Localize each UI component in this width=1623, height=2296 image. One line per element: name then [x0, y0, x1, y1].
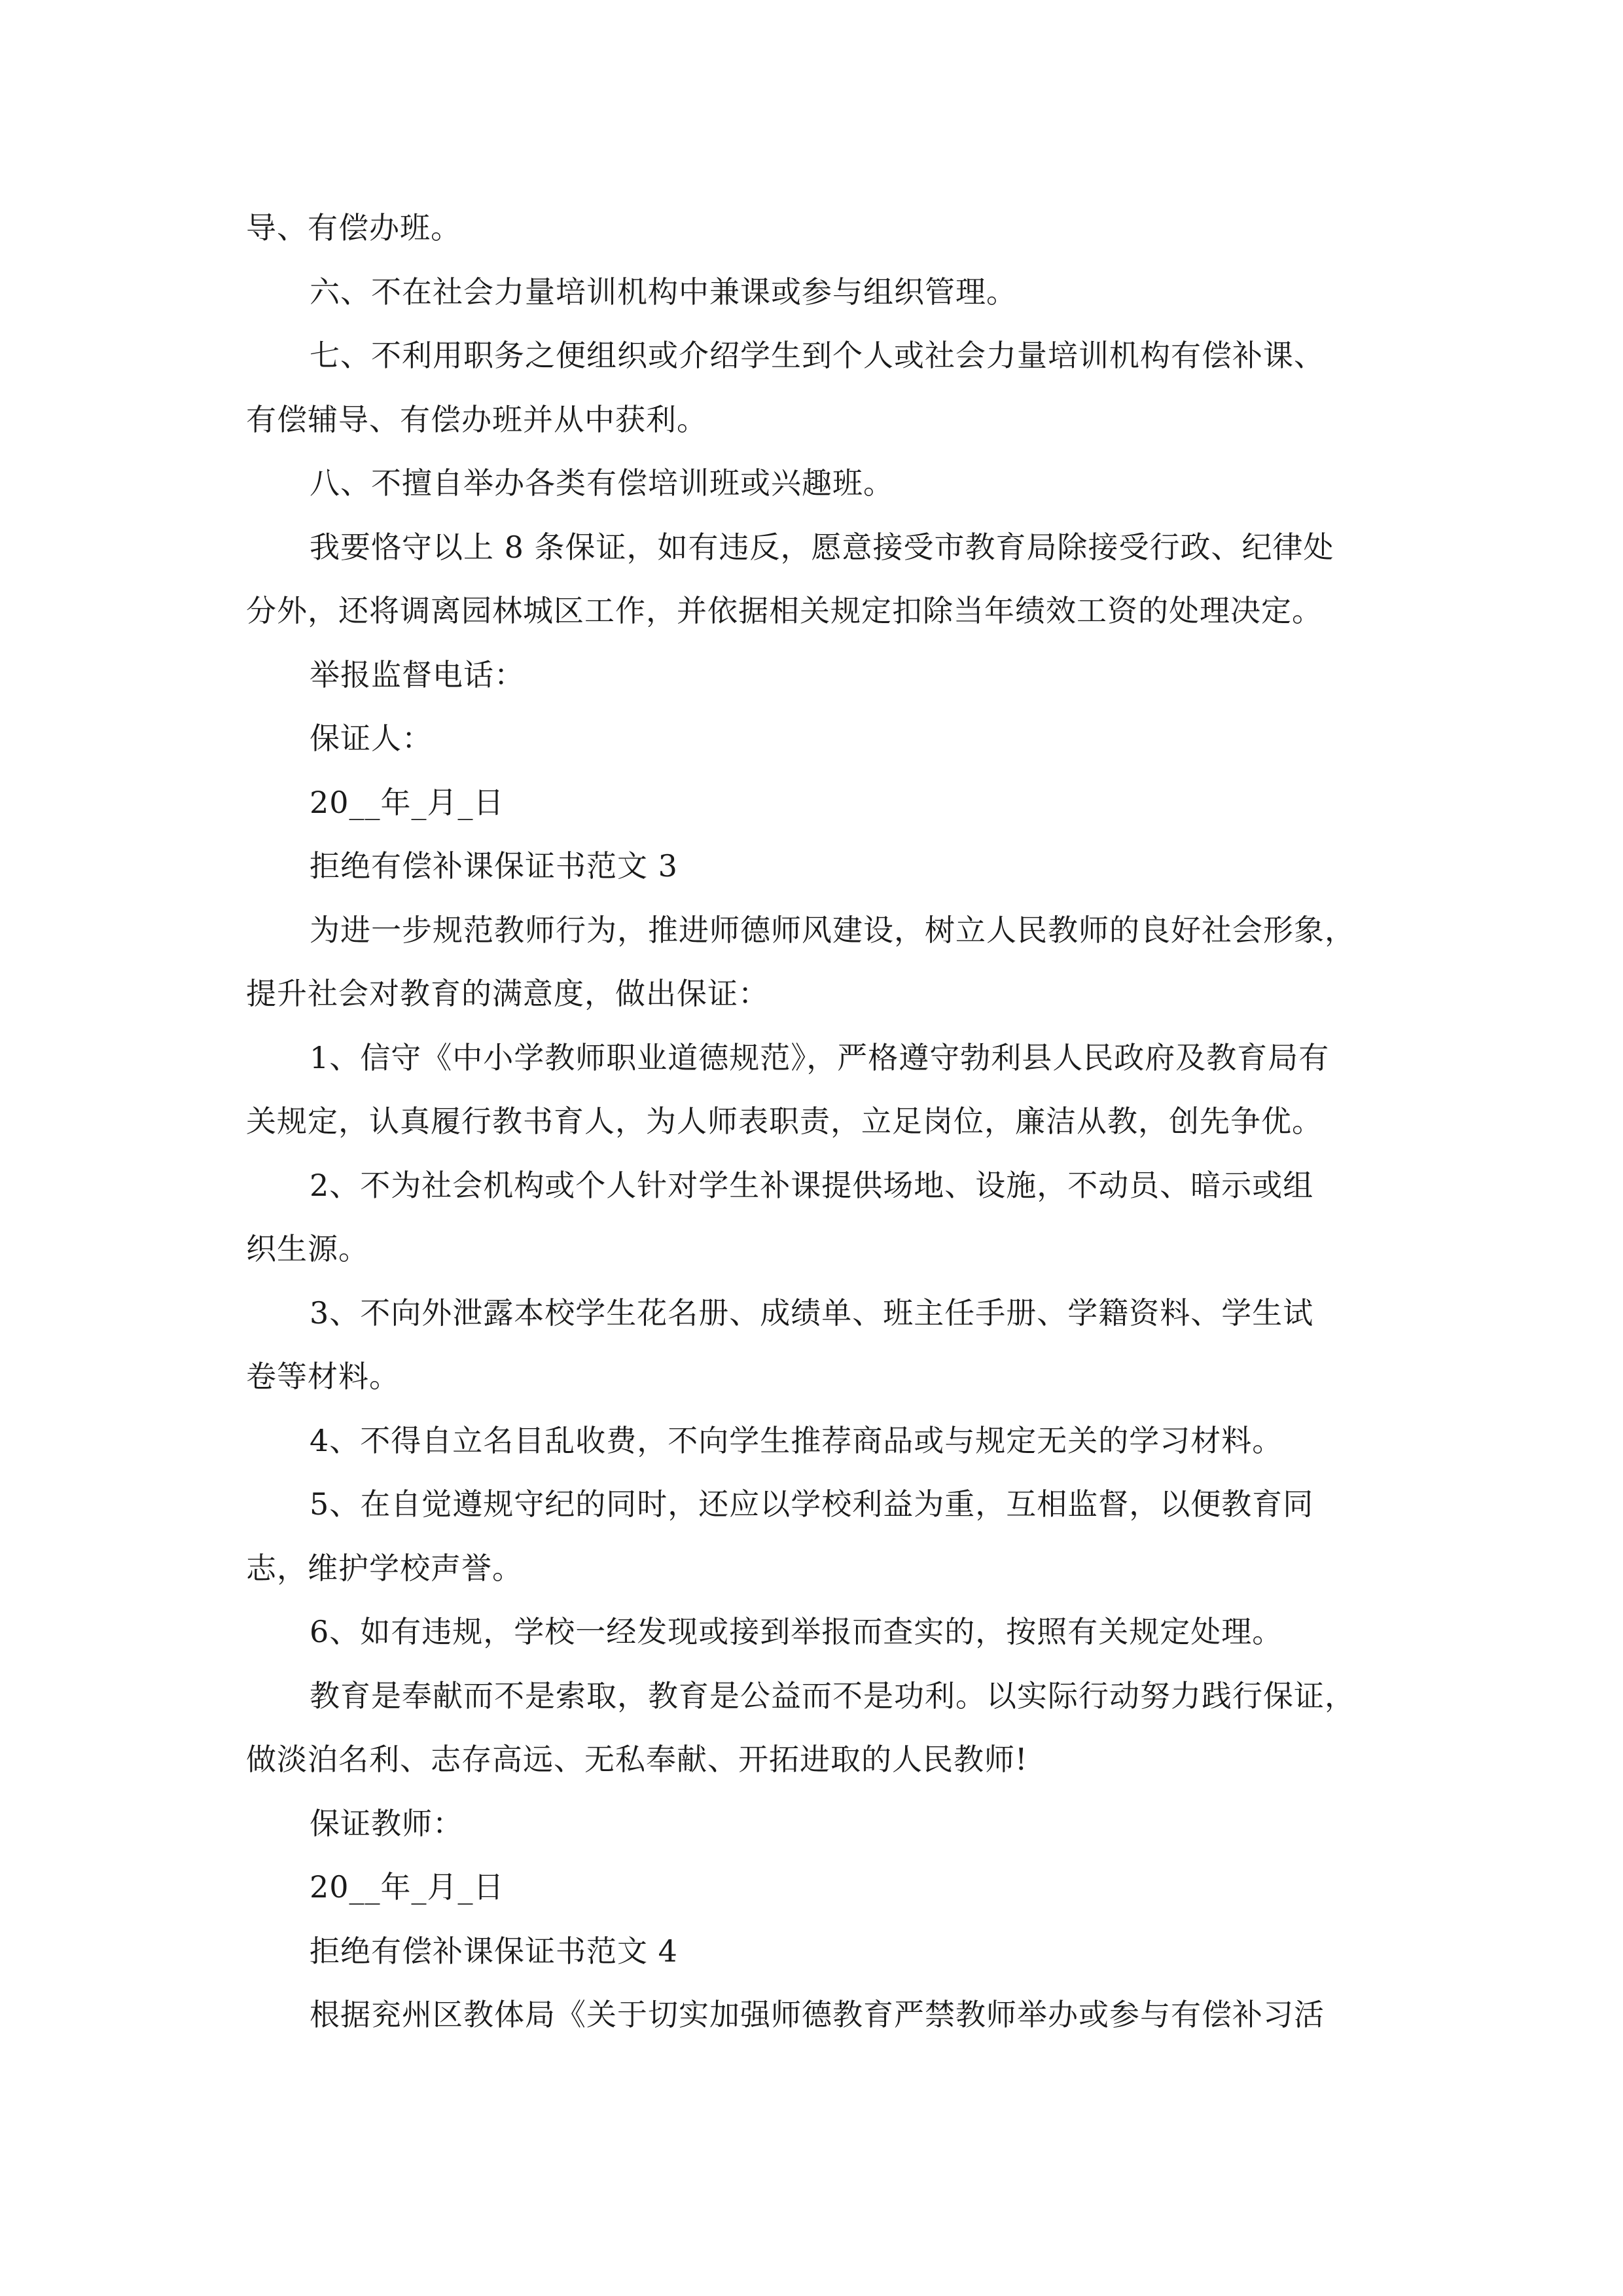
- text-line: 4、不得自立名目乱收费，不向学生推荐商品或与规定无关的学习材料。: [310, 1422, 1283, 1458]
- text-line: 6、如有违规，学校一经发现或接到举报而查实的，按照有关规定处理。: [310, 1614, 1283, 1649]
- text-line: 我要恪守以上 8 条保证，如有违反，愿意接受市教育局除接受行政、纪律处: [310, 529, 1334, 565]
- date-line: 20__年_月_日: [310, 1869, 505, 1905]
- text-line: 2、不为社会机构或个人针对学生补课提供场地、设施，不动员、暗示或组: [310, 1167, 1314, 1203]
- document-body: [246, 196, 1377, 2047]
- text-line: 关规定，认真履行教书育人，为人师表职责，立足岗位，廉洁从教，创先争优。: [246, 1103, 1323, 1139]
- text-line: 卷等材料。: [246, 1359, 400, 1394]
- date-line: 20__年_月_日: [310, 784, 505, 820]
- text-line: 保证教师：: [310, 1805, 463, 1841]
- text-line: 1、信守《中小学教师职业道德规范》，严格遵守勃利县人民政府及教育局有: [310, 1039, 1330, 1075]
- text-line: 提升社会对教育的满意度，做出保证：: [246, 976, 769, 1011]
- text-line: 3、不向外泄露本校学生花名册、成绩单、班主任手册、学籍资料、学生试: [310, 1295, 1314, 1331]
- text-line: 织生源。: [246, 1231, 369, 1266]
- text-line: 5、在自觉遵规守纪的同时，还应以学校利益为重，互相监督，以便教育同: [310, 1486, 1314, 1522]
- text-line: 七、不利用职务之便组织或介绍学生到个人或社会力量培训机构有偿补课、: [310, 338, 1325, 373]
- text-line: 做淡泊名利、志存高远、无私奉献、开拓进取的人民教师!: [246, 1742, 1028, 1777]
- text-line: 保证人：: [310, 721, 433, 756]
- text-line: 根据兖州区教体局《关于切实加强师德教育严禁教师举办或参与有偿补习活: [310, 1997, 1325, 2032]
- section-heading: 拒绝有偿补课保证书范文 3: [310, 848, 678, 884]
- text-line: 分外，还将调离园林城区工作，并依据相关规定扣除当年绩效工资的处理决定。: [246, 593, 1323, 628]
- text-line: 八、不擅自举办各类有偿培训班或兴趣班。: [310, 465, 894, 501]
- text-line: 志，维护学校声誉。: [246, 1550, 523, 1586]
- text-line: 有偿辅导、有偿办班并从中获利。: [246, 401, 707, 437]
- section-heading: 拒绝有偿补课保证书范文 4: [310, 1933, 678, 1969]
- text-line: 六、不在社会力量培训机构中兼课或参与组织管理。: [310, 274, 1017, 310]
- text-line: 导、有偿办班。: [246, 210, 461, 245]
- text-line: 教育是奉献而不是索取，教育是公益而不是功利。以实际行动努力践行保证，: [310, 1677, 1355, 1713]
- text-line: 举报监督电话：: [310, 656, 525, 692]
- text-line: 为进一步规范教师行为，推进师德师风建设，树立人民教师的良好社会形象，: [310, 912, 1355, 948]
